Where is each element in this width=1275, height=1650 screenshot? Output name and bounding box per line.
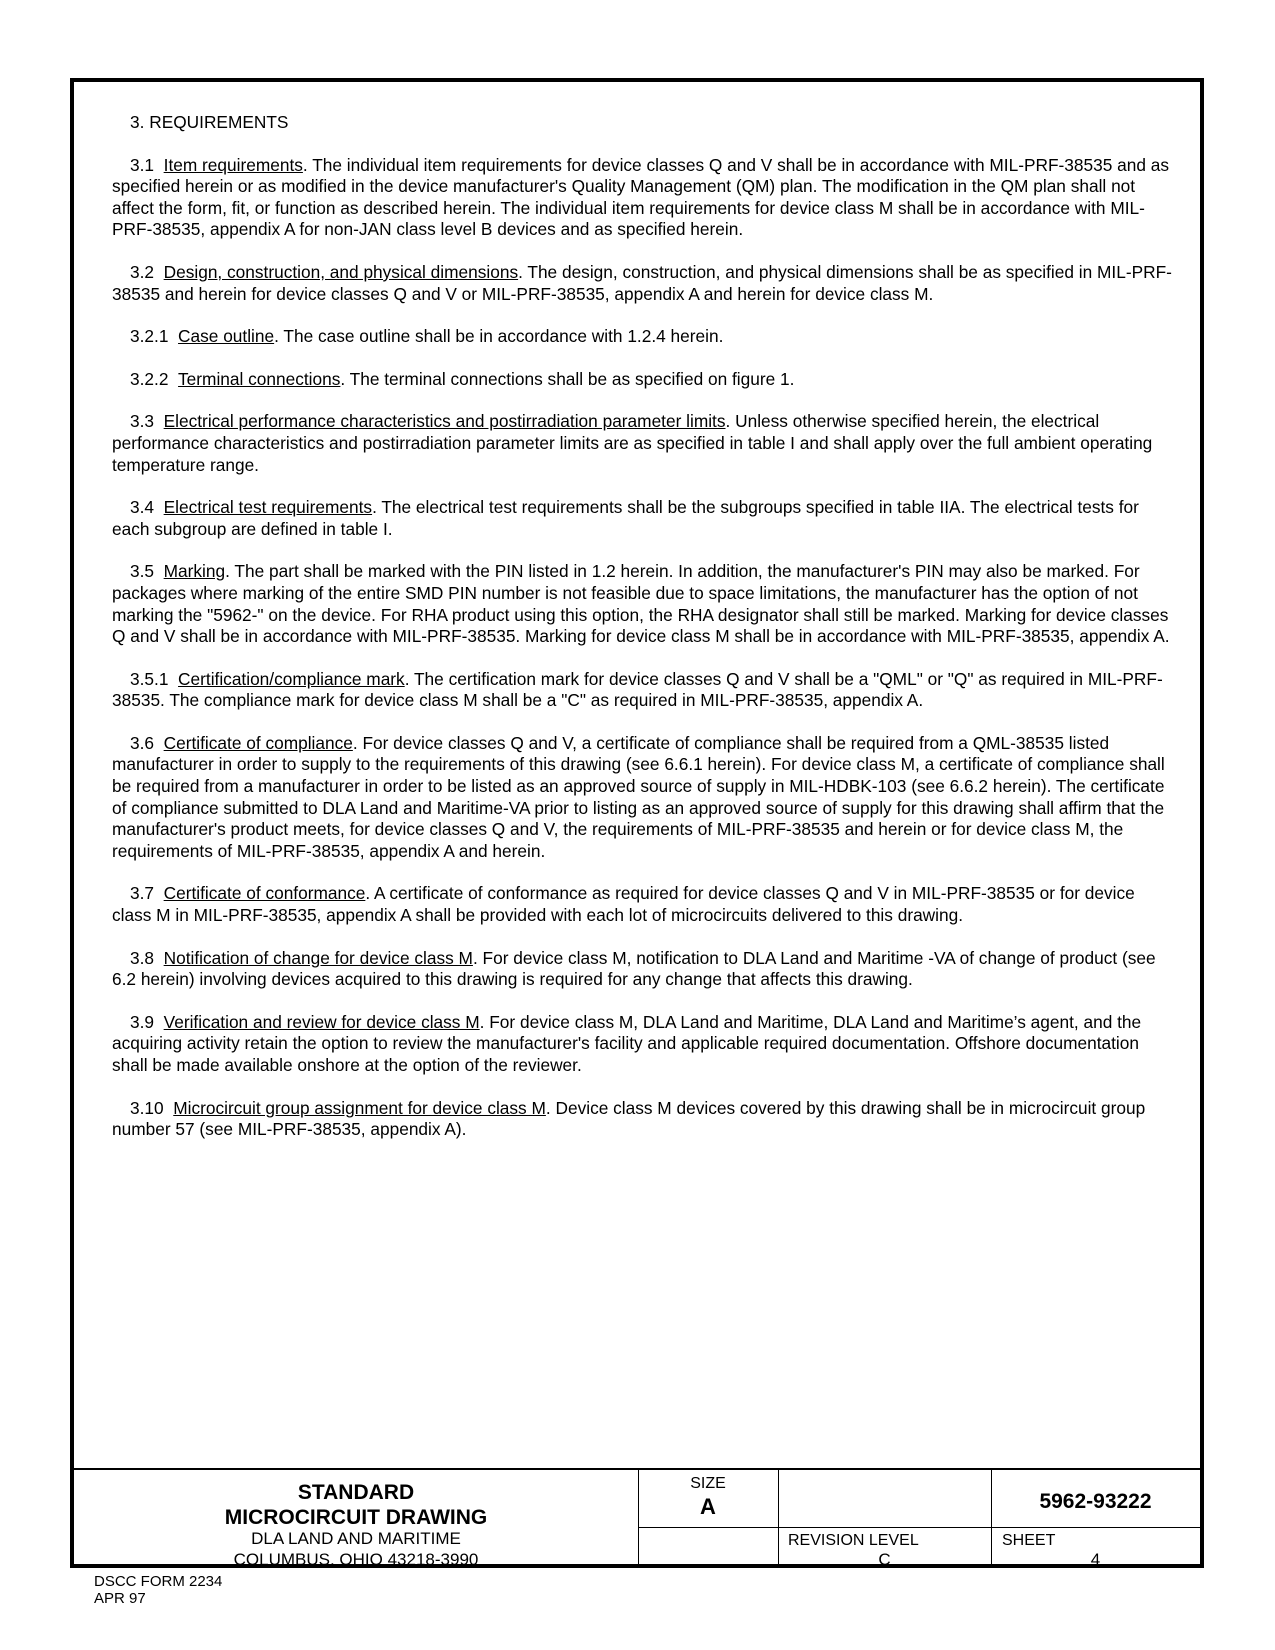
title-hdivider xyxy=(638,1527,1200,1528)
paragraph-title: Verification and review for device class M xyxy=(163,1011,480,1032)
paragraph-title: Marking xyxy=(163,561,226,582)
paragraph-body: . The case outline shall be in accordance with 1.2.4 herein. xyxy=(274,326,724,347)
paragraph-title: Case outline xyxy=(178,326,275,347)
drawing-frame xyxy=(70,78,1204,1568)
paragraph-body: . The terminal connections shall be as specified on figure 1. xyxy=(340,368,795,389)
requirements-section xyxy=(112,112,1174,1162)
org-line-2: COLUMBUS, OHIO 43218-3990 xyxy=(233,1550,479,1569)
paragraph-number: 3.5 xyxy=(130,561,155,582)
sheet-value: 4 xyxy=(1090,1550,1101,1569)
paragraph-number: 3.2 xyxy=(130,261,155,282)
title-block xyxy=(74,1468,1200,1568)
paragraph xyxy=(112,883,1174,926)
paragraph-number: 3.1 xyxy=(130,154,155,175)
paragraph-number: 3.5.1 xyxy=(130,668,169,689)
form-number: DSCC FORM 2234 xyxy=(94,1573,223,1590)
paragraph-number: 3.6 xyxy=(130,732,155,753)
paragraph-title: Certification/compliance mark xyxy=(178,668,405,689)
form-footer xyxy=(94,1573,222,1607)
paragraph-number: 3.9 xyxy=(130,1011,155,1032)
paragraph xyxy=(112,411,1174,476)
paragraph xyxy=(112,561,1174,647)
paragraph-body: . The certification mark for device classes Q and V shall be a "QML" or "Q" as required in MIL-PRF-38535. The compliance mark for device class M shall be a "C" as required in MIL-PRF-38535, appendix A. xyxy=(112,668,1163,711)
paragraph-title: Terminal connections xyxy=(178,368,341,389)
paragraph-title: Certificate of compliance xyxy=(163,732,353,753)
paragraph-list xyxy=(112,155,1174,1141)
paragraph-title: Electrical performance characteristics and postirradiation parameter limits xyxy=(163,411,726,432)
paragraph-number: 3.2.2 xyxy=(130,368,169,389)
organization xyxy=(74,1528,638,1570)
paragraph-body: . The design, construction, and physical dimensions shall be as specified in MIL-PRF-38535 and herein for device classes Q and V or MIL-PRF-38535, appendix A and herein for device class M. xyxy=(112,261,1172,304)
paragraph-number: 3.3 xyxy=(130,411,155,432)
revision-value: C xyxy=(878,1550,891,1569)
paragraph-title: Item requirements xyxy=(163,154,303,175)
standard-title xyxy=(74,1480,638,1530)
paragraph-title: Electrical test requirements xyxy=(163,497,373,518)
paragraph-number: 3.7 xyxy=(130,883,155,904)
paragraph xyxy=(112,497,1174,540)
paragraph-body: . For device class M, DLA Land and Maritime, DLA Land and Maritime’s agent, and the acquiring activity retain the option to review the manufacturer's facility and applicable required documentation. Offshore documentation shall be made available onshore at the option of the reviewer. xyxy=(112,1011,1142,1075)
drawing-number: 5962-93222 xyxy=(1039,1490,1152,1513)
paragraph-body: . The electrical test requirements shall be the subgroups specified in table IIA. The electrical tests for each subgroup are defined in table I. xyxy=(112,497,1139,539)
paragraph-title: Microcircuit group assignment for device class M xyxy=(173,1097,546,1118)
paragraph xyxy=(112,326,1174,348)
paragraph-body: . The individual item requirements for device classes Q and V shall be in accordance with MIL-PRF-38535 and as specified herein or as modified in the device manufacturer's Quality Management (QM) plan. The modification in the QM plan shall not affect the form, fit, or function as described herein. The individual item requirements for device class M shall be in accordance with MIL-PRF-38535, appendix A for non-JAN class level B devices and as specified herein. xyxy=(112,154,1170,240)
paragraph-title: Certificate of conformance xyxy=(163,883,366,904)
paragraph-body: . For device classes Q and V, a certificate of compliance shall be required from a QML-38535 listed manufacturer in order to supply to the requirements of this drawing (see 6.6.1 herein). For device class M, a certificate of compliance shall be required from a manufacturer in order to be listed as an approved source of supply in MIL-HDBK-103 (see 6.6.2 herein). The certificate of compliance submitted to DLA Land and Maritime-VA prior to listing as an approved source of supply for this drawing shall affirm that the manufacturer's product meets, for device classes Q and V, the requirements of MIL-PRF-38535 and herein or for device class M, the requirements of MIL-PRF-38535, appendix A and herein. xyxy=(112,732,1165,861)
size-label: SIZE xyxy=(690,1475,726,1492)
paragraph xyxy=(112,948,1174,991)
paragraph xyxy=(112,1098,1174,1141)
paragraph-number: 3.8 xyxy=(130,947,155,968)
revision-label: REVISION LEVEL xyxy=(788,1532,919,1549)
paragraph-number: 3.10 xyxy=(130,1097,164,1118)
paragraph-body: . Unless otherwise specified herein, the electrical performance characteristics and postirradiation parameter limits are as specified in table I and shall apply over the full ambient operating temperature range. xyxy=(112,411,1153,475)
section-heading: 3. REQUIREMENTS xyxy=(130,112,289,132)
paragraph-title: Notification of change for device class M xyxy=(163,947,473,968)
paragraph xyxy=(112,733,1174,863)
paragraph xyxy=(112,369,1174,391)
paragraph-body: . For device class M, notification to DLA Land and Maritime -VA of change of product (see 6.2 herein) involving devices acquired to this drawing is required for any change that affects this drawing. xyxy=(112,947,1156,990)
paragraph xyxy=(112,1012,1174,1077)
title-line-2: MICROCIRCUIT DRAWING xyxy=(224,1506,488,1529)
title-line-1: STANDARD xyxy=(297,1481,415,1504)
sheet-label: SHEET xyxy=(1002,1532,1056,1549)
paragraph-number: 3.4 xyxy=(130,497,155,518)
paragraph xyxy=(112,262,1174,305)
org-line-1: DLA LAND AND MARITIME xyxy=(251,1529,461,1548)
paragraph-body: . A certificate of conformance as required for device classes Q and V in MIL-PRF-38535 or for device class M in MIL-PRF-38535, appendix A shall be provided with each lot of microcircuits delivered to this drawing. xyxy=(112,883,1135,926)
size-value: A xyxy=(700,1494,716,1519)
paragraph xyxy=(112,669,1174,712)
paragraph-title: Design, construction, and physical dimensions xyxy=(163,261,519,282)
paragraph-body: . Device class M devices covered by this drawing shall be in microcircuit group number 57 (see MIL-PRF-38535, appendix A). xyxy=(112,1097,1146,1140)
form-date: APR 97 xyxy=(94,1590,146,1607)
paragraph-body: . The part shall be marked with the PIN listed in 1.2 herein. In addition, the manufacturer's PIN may also be marked. For packages where marking of the entire SMD PIN number is not feasible due to space limitations, the manufacturer has the option of not marking the "5962-" on the device. For RHA product using this option, the RHA designator shall still be marked. Marking for device classes Q and V shall be in accordance with MIL-PRF-38535. Marking for device class M shall be in accordance with MIL-PRF-38535, appendix A. xyxy=(112,561,1170,647)
paragraph xyxy=(112,155,1174,241)
paragraph-number: 3.2.1 xyxy=(130,326,169,347)
